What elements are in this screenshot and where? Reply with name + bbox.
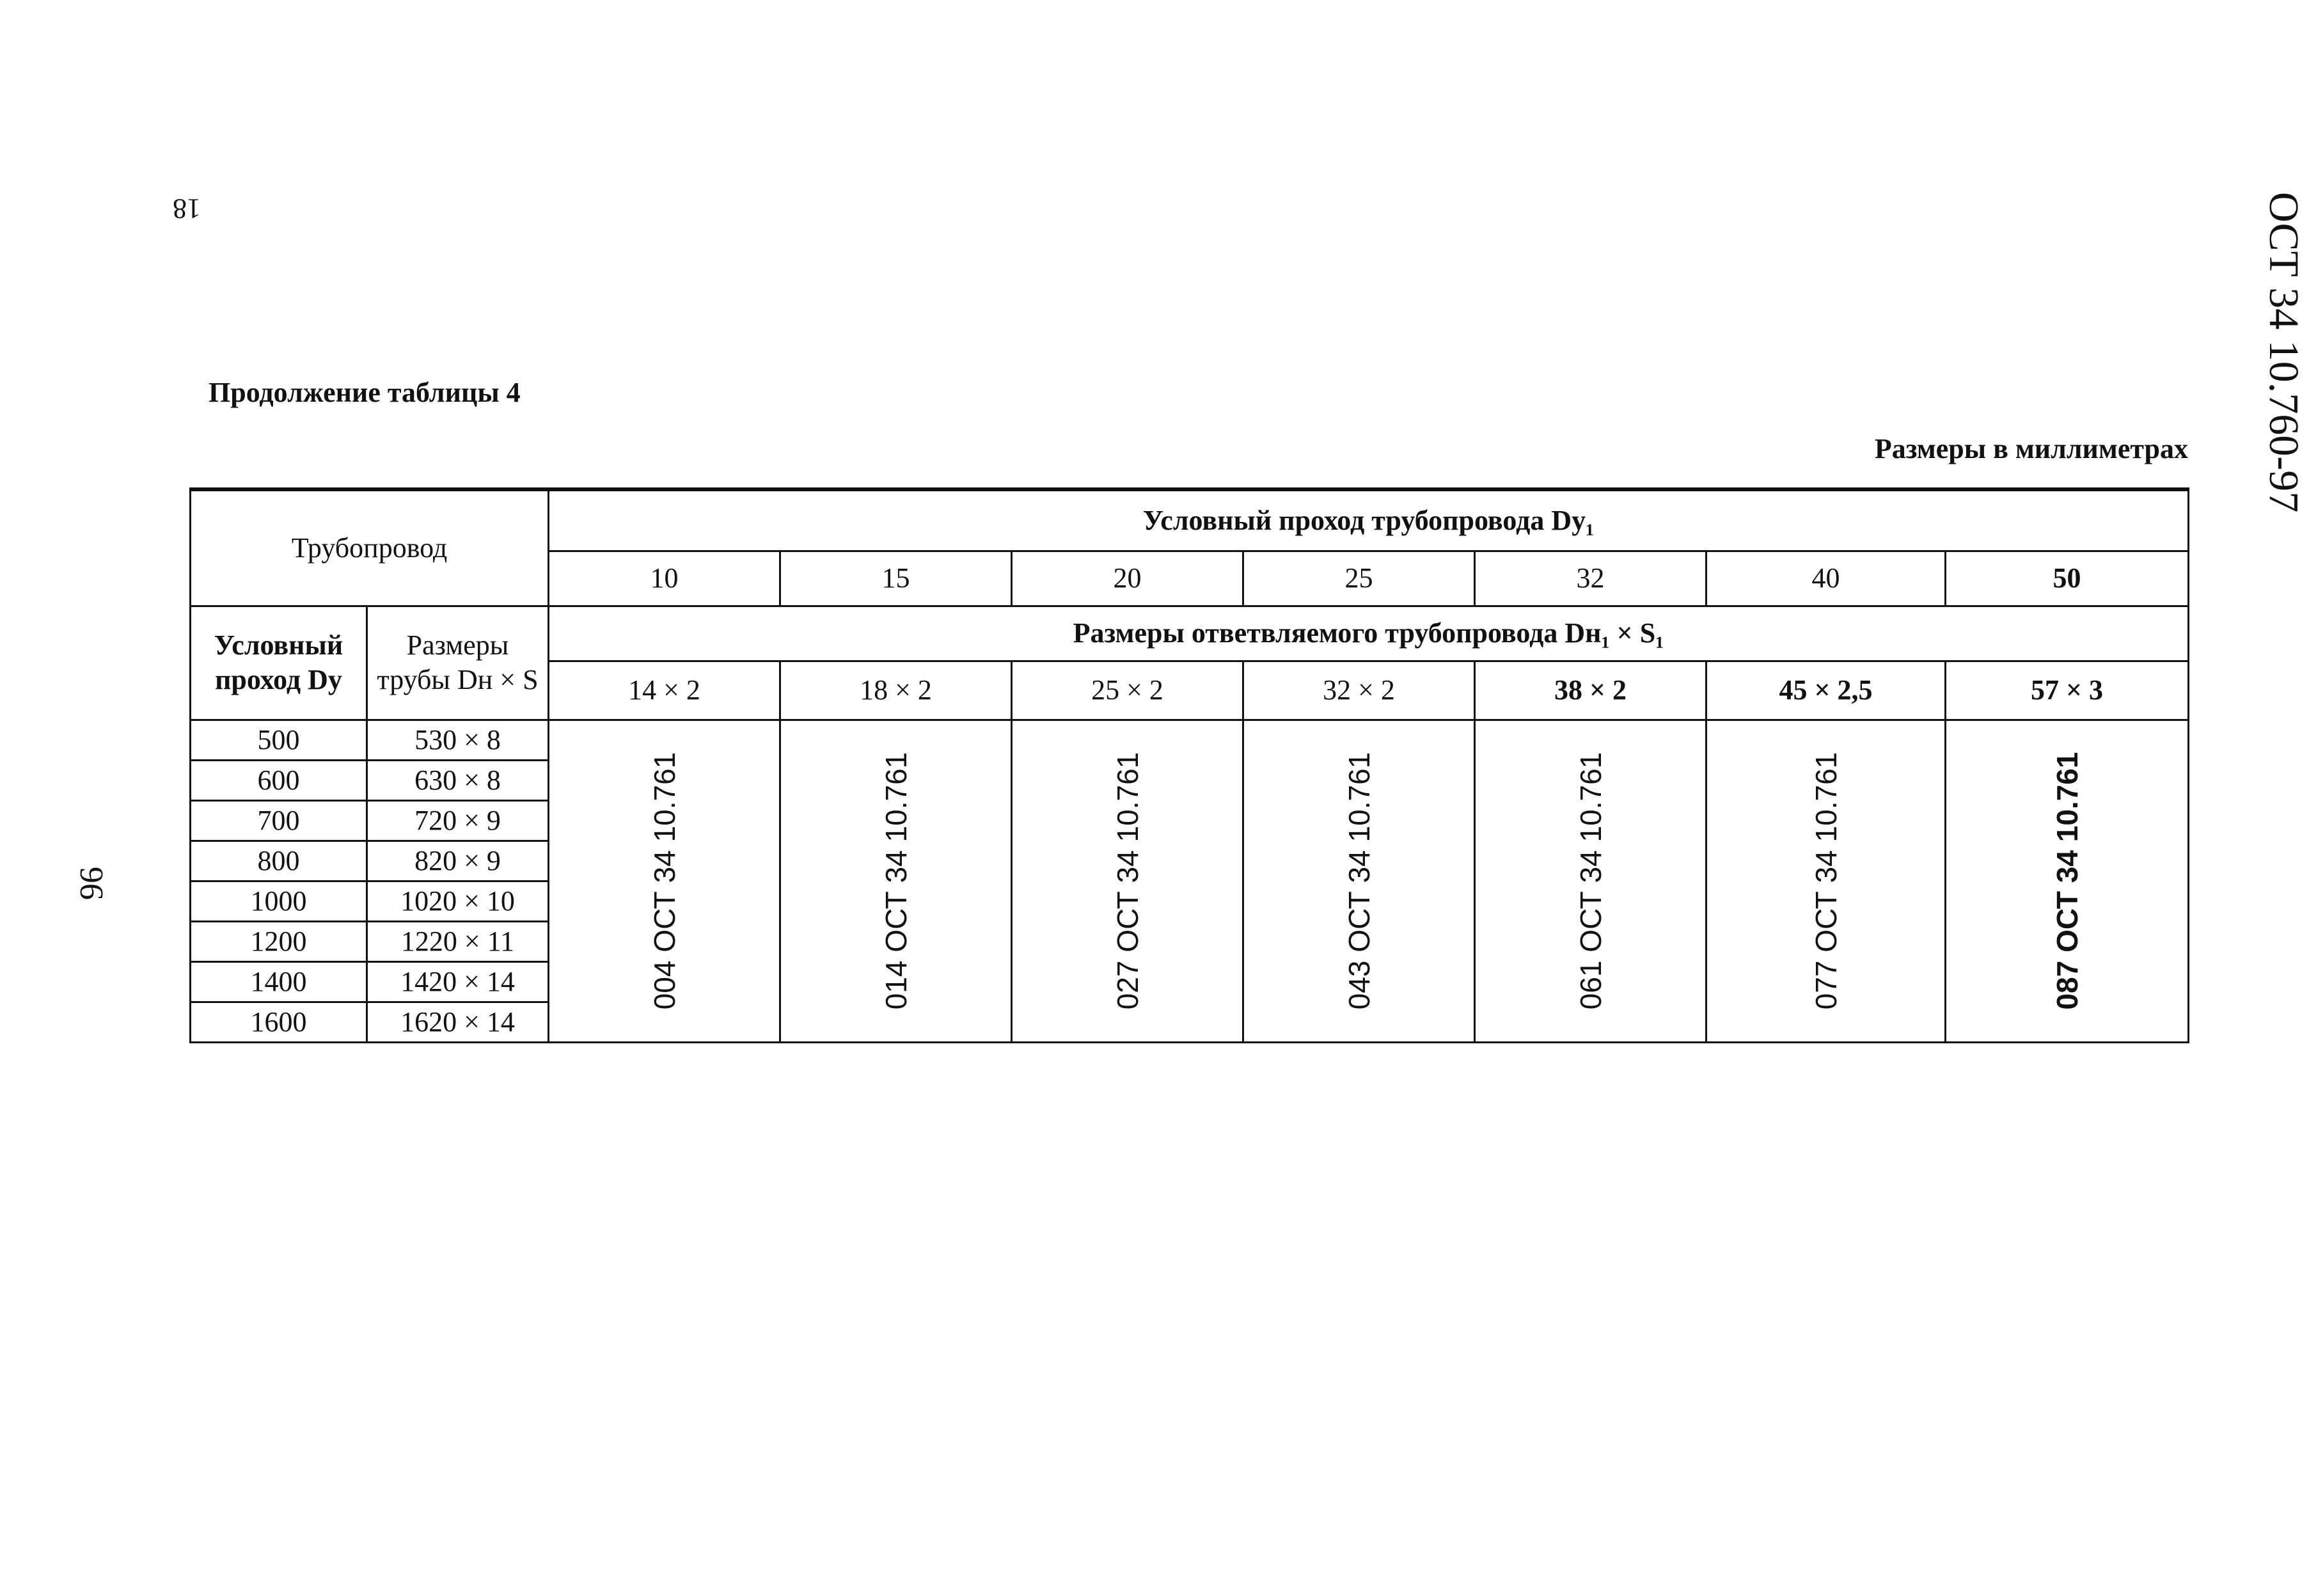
dy1-value: 32 <box>1475 551 1706 606</box>
dy1-value: 20 <box>1012 551 1243 606</box>
row-pipe-size: 630 × 8 <box>367 760 549 800</box>
branch-size: 45 × 2,5 <box>1706 661 1946 720</box>
row-dy: 800 <box>191 841 367 881</box>
units-note: Размеры в миллиметрах <box>1874 433 2188 464</box>
row-dy: 1200 <box>191 921 367 961</box>
table-row <box>191 720 2189 760</box>
header-pipe-size: Размеры трубы Dн × S <box>367 606 549 720</box>
branch-size: 32 × 2 <box>1243 661 1475 720</box>
designation-code: 087 ОСТ 34 10.761 <box>1946 720 2189 1042</box>
dy1-value: 50 <box>1946 551 2189 606</box>
designation-code: 004 ОСТ 34 10.761 <box>549 720 780 1042</box>
designation-code: 061 ОСТ 34 10.761 <box>1475 720 1706 1042</box>
row-pipe-size: 1420 × 14 <box>367 961 549 1002</box>
branch-size: 25 × 2 <box>1012 661 1243 720</box>
row-dy: 1600 <box>191 1002 367 1042</box>
row-pipe-size: 530 × 8 <box>367 720 549 760</box>
row-pipe-size: 720 × 9 <box>367 800 549 841</box>
row-pipe-size: 820 × 9 <box>367 841 549 881</box>
branch-size: 18 × 2 <box>780 661 1012 720</box>
dy1-value: 25 <box>1243 551 1475 606</box>
header-pipeline: Трубопровод <box>191 489 549 606</box>
designation-code: 027 ОСТ 34 10.761 <box>1012 720 1243 1042</box>
header-dy: Условный проход Dy <box>191 606 367 720</box>
row-pipe-size: 1620 × 14 <box>367 1002 549 1042</box>
header-branch-size: Размеры ответвляемого трубопровода Dн₁ × S₁ <box>549 606 2189 661</box>
row-dy: 600 <box>191 760 367 800</box>
dy1-value: 15 <box>780 551 1012 606</box>
branch-size: 38 × 2 <box>1475 661 1706 720</box>
dy1-value: 10 <box>549 551 780 606</box>
dimension-table <box>189 487 2189 1043</box>
row-dy: 1400 <box>191 961 367 1002</box>
row-pipe-size: 1220 × 11 <box>367 921 549 961</box>
page-number-side: 96 <box>74 867 110 900</box>
dy1-value: 40 <box>1706 551 1946 606</box>
table-caption: Продолжение таблицы 4 <box>209 377 521 408</box>
row-dy: 1000 <box>191 881 367 921</box>
designation-code: 014 ОСТ 34 10.761 <box>780 720 1012 1042</box>
header-nominal-bore: Условный проход трубопровода Dy₁ <box>549 489 2189 551</box>
row-dy: 700 <box>191 800 367 841</box>
row-dy: 500 <box>191 720 367 760</box>
branch-size: 57 × 3 <box>1946 661 2189 720</box>
designation-code: 043 ОСТ 34 10.761 <box>1243 720 1475 1042</box>
designation-code: 077 ОСТ 34 10.761 <box>1706 720 1946 1042</box>
document-code: ОСТ 34 10.760-97 <box>2260 192 2307 513</box>
branch-size: 14 × 2 <box>549 661 780 720</box>
page-number-top: 18 <box>173 193 201 225</box>
row-pipe-size: 1020 × 10 <box>367 881 549 921</box>
